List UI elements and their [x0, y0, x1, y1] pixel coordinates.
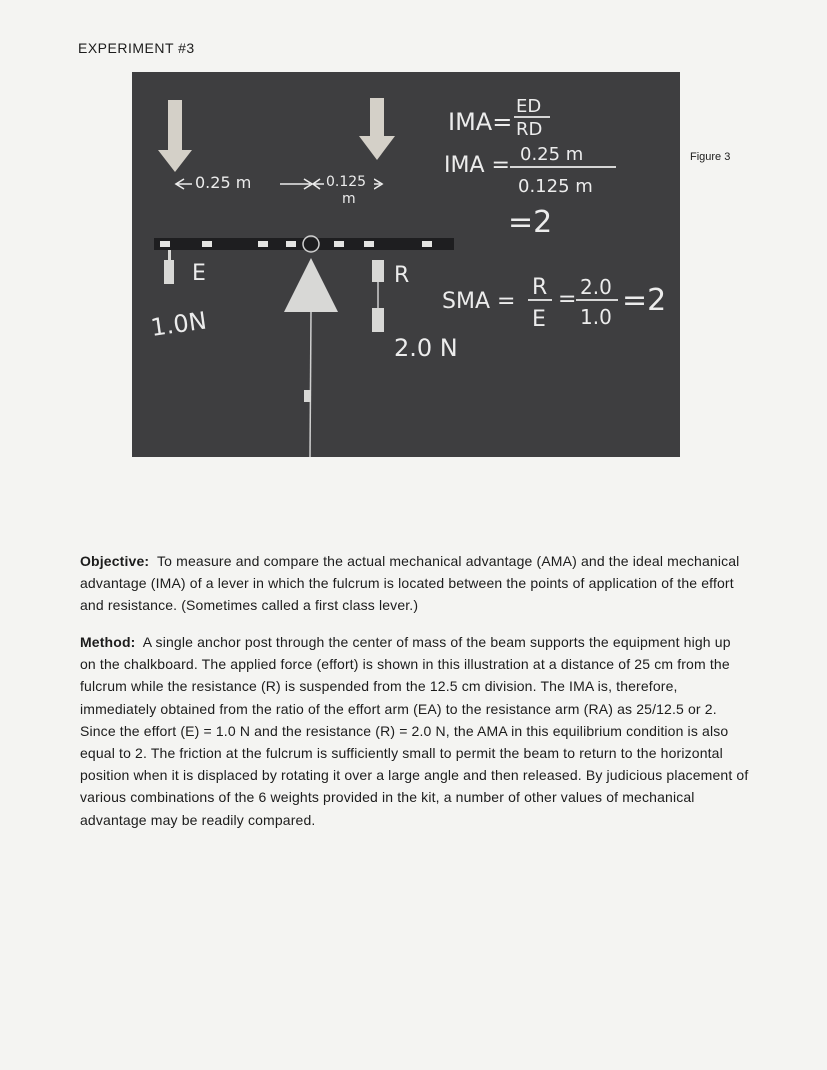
resistance-weight-upper [372, 260, 384, 282]
resistance-distance-unit: m [342, 191, 356, 207]
chalkboard-photo [132, 72, 680, 457]
method-text: A single anchor post through the center of mass of the beam supports the equipment high up on the chalkboard. The applied force (effort) is shown in this illustration at a distance of 25 cm from the fulcrum while the resistance (R) is suspended from the 12.5 cm division. The IMA is, therefore, immediately obtained from the ratio of the effort arm (EA) to the resistance arm (RA) as 25/12.5 or 2. Since the effort (E) = 1.0 N and the resistance (R) = 2.0 N, the AMA in this equilibrium condition is also equal to 2. The friction at the fulcrum is sufficiently small to permit the beam to return to the horizontal position when it is displaced by rotating it over a large angle and then released. By judicious placement of various combinations of the 6 weights provided in the kit, a number of other values of mechanical advantage may be readily compared. [80, 634, 749, 828]
sma-numerator-2: 2.0 [580, 275, 612, 299]
sma-lhs: SMA = [442, 289, 516, 314]
resistance-arrow-icon [359, 98, 395, 160]
effort-weight-label: 1.0N [148, 306, 209, 342]
resistance-weight-label: 2.0 N [394, 334, 458, 362]
resistance-label: R [394, 263, 410, 288]
method-paragraph [80, 631, 750, 831]
objective-text: To measure and compare the actual mechanical advantage (AMA) and the ideal mechanical advantage (IMA) of a lever in which the fulcrum is located between the points of application of the effort and resistance. (Sometimes called a first class lever.) [80, 553, 740, 614]
ima-definition-lhs: IMA= [448, 108, 513, 136]
resistance-distance-label: 0.125 [326, 174, 367, 190]
page-heading: EXPERIMENT #3 [78, 40, 195, 56]
effort-label: E [192, 261, 206, 286]
ima-value-denominator: 0.125 m [518, 176, 593, 197]
ima-definition-numerator: ED [516, 96, 542, 117]
ima-value-numerator: 0.25 m [520, 144, 584, 165]
sma-denominator-2: 1.0 [580, 305, 612, 329]
effort-distance-label: 0.25 m [195, 173, 252, 192]
sma-denominator-1: E [532, 307, 546, 332]
ima-result: =2 [508, 205, 553, 240]
ima-definition-denominator: RD [516, 119, 543, 140]
anchor-string [310, 312, 311, 457]
sma-result: =2 [622, 283, 667, 318]
fulcrum-triangle [284, 258, 338, 312]
effort-weight [164, 260, 174, 284]
method-label: Method: [80, 634, 136, 650]
resistance-weight-lower [372, 308, 384, 332]
ima-value-lhs: IMA = [444, 153, 510, 178]
effort-arrow-icon [158, 100, 192, 172]
objective-paragraph [80, 550, 750, 617]
lever-illustration [132, 72, 680, 457]
figure-caption: Figure 3 [690, 151, 731, 163]
effort-hook [168, 250, 171, 260]
objective-label: Objective: [80, 553, 150, 569]
sma-equals: = [558, 287, 577, 312]
anchor-tag [304, 390, 311, 402]
sma-numerator-1: R [532, 275, 548, 300]
